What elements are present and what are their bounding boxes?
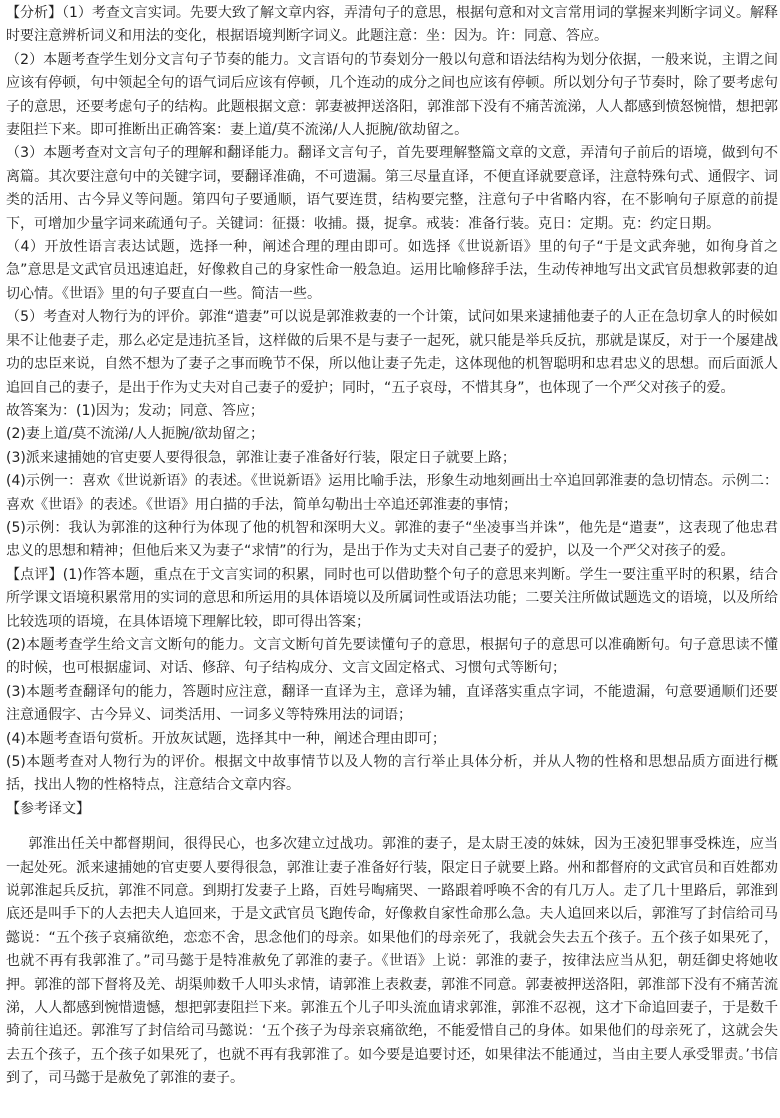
analysis-paragraph-2: （2）本题考查学生划分文言句子节奏的能力。文言语句的节奏划分一般以句意和语法结构为划分依据，一般来说，主谓之间应该有停顿，句中领起全句的语气词后应该有停顿，几个连动的成分之间也应该有停顿。所以划分句子节奏时，除了要考虑句子的意思，还要考虑句子的结构。此题根据文意：郭妻被押送洛阳，郭淮部下没有不痛苦流涕，人人都感到愤怒惋惜，想把郭妻阻拦下来。即可推断出正确答案：妻上道/莫不流涕/人人扼腕/欲劫留之。 [6,51,778,139]
translation-body: 郭淮出任关中都督期间，很得民心，也多次建立过战功。郭淮的妻子，是太尉王凌的妹妹，因为王凌犯罪事受株连，应当一起处死。派来逮捕她的官吏要人要得很急，郭淮让妻子准备好行装，限定日子就要上路。州和都督府的文武官员和百姓都劝说郭淮起兵反抗，郭淮不同意。到期打发妻子上路，百姓号啕痛哭、一路跟着呼唤不舍的有几万人。走了几十里路后，郭淮到底还是叫手下的人去把夫人追回来，于是文武官员飞跑传命，好像救自家性命那么急。夫人追回来以后，郭淮写了封信给司马懿说：“五个孩子哀痛欲绝，恋恋不舍，思念他们的母亲。如果他们的母亲死了，我就会失去五个孩子。五个孩子如果死了，也就不再有我郭淮了。”司马懿于是特准赦免了郭淮的妻子。《世语》上说：郭淮的妻子，按律法应当从犯，朝廷御史将她收押。郭淮的部下督将及羌、胡渠帅数千人叩头求情，请郭淮上表救妻，郭淮不同意。郭妻被押送洛阳，郭淮部下没有不痛苦流涕，人人都感到惋惜遗憾，想把郭妻阻拦下来。郭淮五个儿子叩头流血请求郭淮，郭淮不忍视，这才下命追回妻子，于是数千骑前往追还。郭淮写了封信给司马懿说：‘五个孩子为母亲哀痛欲绝，不能爱惜自己的身体。如果他们的母亲死了，这就会失去五个孩子，五个孩子如果死了，也就不再有我郭淮了。如今要是追要讨还，如果律法不能通过，当由主要人承受罪责。’书信到了，司马懿于是赦免了郭淮的妻子。 [6,836,778,1087]
translation-heading: 【参考译文】 [6,800,90,817]
analysis-paragraph-1: 【分析】（1）考查文言实词。先要大致了解文章内容，弄清句子的意思，根据句意和对文言常用词的掌握来判断字词义。解释时要注意辨析词义和用法的变化，根据语境判断字词义。此题注意：坐：因为。许：同意、答应。 [6,5,778,45]
answer-line-1: 故答案为：(1)因为；发动；同意、答应； [6,402,264,419]
comment-paragraph-5: (5)本题考查对人物行为的评价。根据文中故事情节以及人物的言行举止具体分析，并从人物的性格和思想品质方面进行概括，找出人物的性格特点，注意结合文章内容。 [6,754,778,794]
comment-paragraph-4: (4)本题考查语句赏析。开放灰试题，选择其中一种，阐述合理由即可； [6,730,446,747]
analysis-paragraph-4: （4）开放性语言表达试题，选择一种，阐述合理的理由即可。如选择《世说新语》里的句子“于是文武奔驰，如徇身首之急”意思是文武官员迅速追赶，好像救自己的身家性命一般急迫。运用比喻修辞手法，生动传神地写出文武官员想救郭妻的迫切心情。《世语》里的句子要直白一些。简洁一些。 [6,239,778,302]
comment-paragraph-1: 【点评】(1)作答本题，重点在于文言实词的积累，同时也可以借助整个句子的意思来判断。学生一要注重平时的积累，结合所学课文语境积累常用的实词的意思和所运用的具体语境以及所属词性或语法功能；二要关注所做试题选文的语境，以及所给比较选项的语境，在具体语境下理解比较，即可得出答案； [6,566,778,630]
comment-paragraph-2: (2)本题考查学生给文言文断句的能力。文言文断句首先要读懂句子的意思，根据句子的意思可以准确断句。句子意思读不懂的时候，也可根据虚词、对话、修辞、句子结构成分、文言文固定格式、习惯句式等断句； [6,636,778,677]
answer-line-4: (4)示例一：喜欢《世说新语》的表述。《世说新语》运用比喻手法，形象生动地刻画出士卒追回郭淮妻的急切情态。示例二：喜欢《世语》的表述。《世语》用白描的手法，简单勾勒出士卒追还郭淮妻的事情； [6,473,778,513]
analysis-paragraph-5: （5）考查对人物行为的评价。郭淮“遣妻”可以说是郭淮救妻的一个计策，试问如果来逮捕他妻子的人正在急切拿人的时候如果不让他妻子走，那么必定是违抗圣旨，这样做的后果不是与妻子一起死，就只能是举兵反抗，那就是谋反，对于一个屡建战功的忠臣来说，自然不想为了妻子之事而晚节不保，所以他让妻子先走，这体现他的机智聪明和忠君忠义的思想。而后面派人追回自己的妻子，是出于作为丈夫对自己妻子的爱护；同时，“五子哀母，不惜其身”，也体现了一个严父对孩子的爱。 [6,309,778,396]
answer-line-2: (2)妻上道/莫不流涕/人人扼腕/欲劫留之； [6,426,264,443]
spacer [6,821,778,833]
answer-line-5: (5)示例：我认为郭淮的这种行为体现了他的机智和深明大义。郭淮的妻子“坐凌事当并诛”，他先是“遣妻”，这表现了他忠君忠义的思想和精神；但他后来又为妻子“求情”的行为，是出于作为丈夫对自己妻子的爱护，以及一个严父对孩子的爱。 [6,519,778,560]
analysis-paragraph-3: （3）本题考查对文言句子的理解和翻译能力。翻译文言句子，首先要理解整篇文章的文意，弄清句子前后的语境，做到句不离篇。其次要注意句中的关键字词，要翻译准确，不可遗漏。第三尽量直译，不便直译就要意译，注意特殊句式、通假字、词类的活用、古今异义等问题。第四句子要通顺，语气要连贯，结构要完整，注意句子中省略内容，在不影响句子原意的前提下，可增加少量字词来疏通句子。关键词：征摄：收捕。摄，捉拿。戒装：准备行装。克日：定期。克：约定日期。 [6,145,778,232]
answer-line-3: (3)派来逮捕她的官吏要人要得很急，郭淮让妻子准备好行装，限定日子就要上路； [6,449,516,466]
comment-paragraph-3: (3)本题考查翻译句的能力，答题时应注意，翻译一直译为主，意译为辅，直译落实重点字词，不能遗漏，句意要通顺们还要注意通假字、古今异义、词类活用、一词多义等特殊用法的词语； [6,683,778,724]
